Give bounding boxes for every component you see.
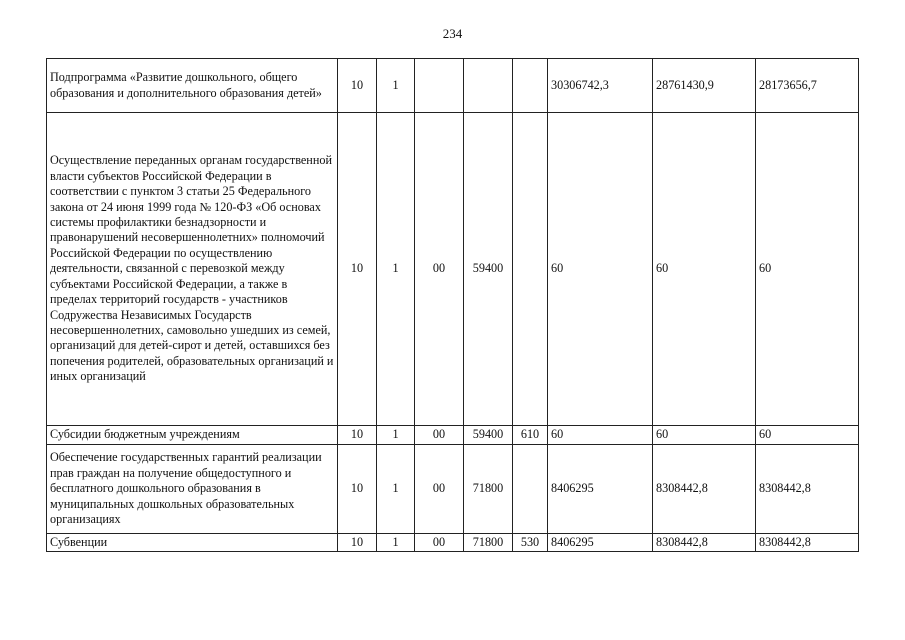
program-cell: 00 <box>415 534 464 552</box>
article-cell: 71800 <box>464 445 513 534</box>
row-name: Обеспечение государственных гарантий реализации прав граждан на получение общедоступного и бесплатного дошкольного образования в муниципальных дошкольных образовательных организациях <box>47 445 338 534</box>
subsection-cell: 1 <box>377 445 415 534</box>
year3-amount: 60 <box>756 113 859 426</box>
program-cell: 00 <box>415 445 464 534</box>
year2-amount: 8308442,8 <box>653 534 756 552</box>
year3-amount: 60 <box>756 426 859 445</box>
year1-amount: 60 <box>548 113 653 426</box>
expense-type-cell <box>513 445 548 534</box>
year2-amount: 8308442,8 <box>653 445 756 534</box>
year3-amount: 28173656,7 <box>756 59 859 113</box>
article-cell: 59400 <box>464 426 513 445</box>
article-cell: 71800 <box>464 534 513 552</box>
table-row <box>47 113 859 426</box>
program-cell: 00 <box>415 426 464 445</box>
year2-amount: 28761430,9 <box>653 59 756 113</box>
year3-amount: 8308442,8 <box>756 445 859 534</box>
row-name: Подпрограмма «Развитие дошкольного, общего образования и дополнительного образования детей» <box>47 59 338 113</box>
row-name: Субсидии бюджетным учреждениям <box>47 426 338 445</box>
article-cell: 59400 <box>464 113 513 426</box>
row-name: Субвенции <box>47 534 338 552</box>
year3-amount: 8308442,8 <box>756 534 859 552</box>
expense-type-cell: 530 <box>513 534 548 552</box>
article-cell <box>464 59 513 113</box>
year1-amount: 8406295 <box>548 445 653 534</box>
table-row <box>47 445 859 534</box>
year1-amount: 8406295 <box>548 534 653 552</box>
subsection-cell: 1 <box>377 59 415 113</box>
program-cell: 00 <box>415 113 464 426</box>
subsection-cell: 1 <box>377 113 415 426</box>
table-row <box>47 534 859 552</box>
row-name: Осуществление переданных органам государственной власти субъектов Российской Федерации в соответствии с пунктом 3 статьи 25 Федерального закона от 24 июня 1999 года № 120-ФЗ «Об основах системы профилактики безнадзорности и правонарушений несовершеннолетних» полномочий Российской Федерации по осуществлению деятельности, связанной с перевозкой между субъектами Российской Федерации, а также в пределах территорий государств - участников Содружества Независимых Государств несовершеннолетних, самовольно ушедших из семей, организаций для детей-сирот и детей, оставшихся без попечения родителей, образовательных организаций и иных организаций <box>47 113 338 426</box>
section-cell: 10 <box>338 445 377 534</box>
year2-amount: 60 <box>653 426 756 445</box>
page-number: 234 <box>442 26 463 41</box>
expense-type-cell: 610 <box>513 426 548 445</box>
year2-amount: 60 <box>653 113 756 426</box>
year1-amount: 30306742,3 <box>548 59 653 113</box>
expense-type-cell <box>513 59 548 113</box>
section-cell: 10 <box>338 534 377 552</box>
section-cell: 10 <box>338 426 377 445</box>
section-cell: 10 <box>338 113 377 426</box>
year1-amount: 60 <box>548 426 653 445</box>
expense-type-cell <box>513 113 548 426</box>
table-row <box>47 59 859 113</box>
section-cell: 10 <box>338 59 377 113</box>
table-row <box>47 426 859 445</box>
budget-table <box>46 58 859 552</box>
program-cell <box>415 59 464 113</box>
subsection-cell: 1 <box>377 534 415 552</box>
subsection-cell: 1 <box>377 426 415 445</box>
